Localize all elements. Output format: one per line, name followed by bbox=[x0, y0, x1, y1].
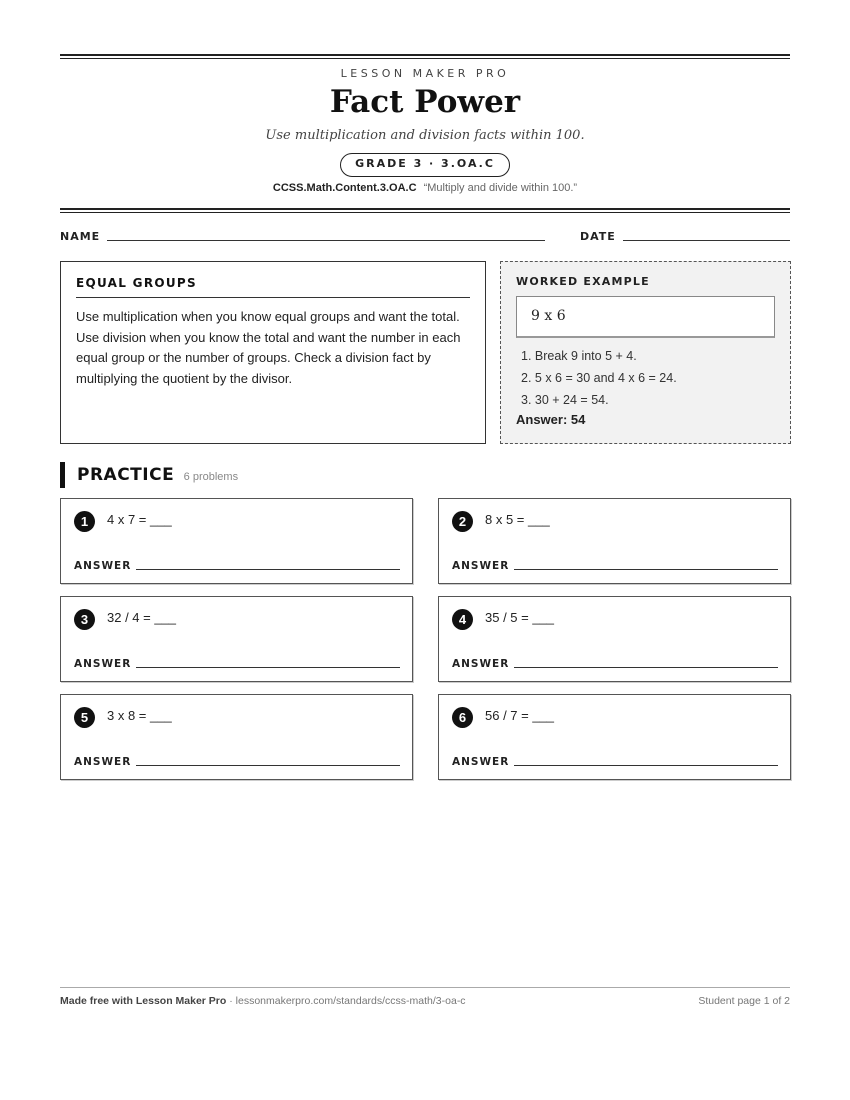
footer-url[interactable]: · lessonmakerpro.com/standards/ccss-math/3-oa-c bbox=[226, 995, 466, 1007]
worked-example-title: WORKED EXAMPLE bbox=[516, 275, 650, 288]
date-field[interactable] bbox=[623, 240, 790, 241]
answer-label: ANSWER bbox=[74, 560, 132, 572]
problem-card-5 bbox=[60, 694, 413, 780]
answer-field-5[interactable] bbox=[136, 765, 400, 766]
practice-header bbox=[60, 462, 238, 488]
problem-number-badge: 4 bbox=[452, 609, 473, 630]
worked-example-answer: Answer: 54 bbox=[516, 412, 586, 427]
practice-count: 6 problems bbox=[183, 471, 239, 483]
standard-line bbox=[60, 182, 790, 194]
answer-field-2[interactable] bbox=[514, 569, 778, 570]
problem-card-4 bbox=[438, 596, 791, 682]
problem-number-badge: 1 bbox=[74, 511, 95, 532]
answer-label: ANSWER bbox=[452, 560, 510, 572]
answer-label: ANSWER bbox=[74, 756, 132, 768]
footer-rule bbox=[60, 987, 790, 988]
problem-number-badge: 5 bbox=[74, 707, 95, 728]
problem-number-badge: 3 bbox=[74, 609, 95, 630]
standard-quote: “Multiply and divide within 100.” bbox=[423, 182, 578, 194]
problem-card-1 bbox=[60, 498, 413, 584]
name-date-row bbox=[60, 230, 790, 244]
footer-page-number: Student page 1 of 2 bbox=[698, 995, 790, 1007]
name-field[interactable] bbox=[107, 240, 545, 241]
problem-number-badge: 2 bbox=[452, 511, 473, 532]
answer-label: ANSWER bbox=[74, 658, 132, 670]
problem-text: 8 x 5 = ___ bbox=[485, 512, 550, 527]
concept-body: Use multiplication when you know equal groups and want the total. Use division when you know the total and want the number in each equal group or the number of groups. Check a division fact by multiplying the quotient by the divisor. bbox=[76, 309, 461, 386]
answer-field-1[interactable] bbox=[136, 569, 400, 570]
problem-number-badge: 6 bbox=[452, 707, 473, 728]
answer-field-4[interactable] bbox=[514, 667, 778, 668]
name-label: NAME bbox=[60, 230, 101, 243]
problem-text: 56 / 7 = ___ bbox=[485, 708, 555, 723]
problem-card-3 bbox=[60, 596, 413, 682]
problem-text: 35 / 5 = ___ bbox=[485, 610, 555, 625]
worksheet-title: Fact Power bbox=[329, 84, 521, 120]
concept-box bbox=[60, 261, 486, 444]
top-double-rule bbox=[60, 54, 790, 59]
footer-credit bbox=[60, 995, 466, 1007]
answer-label: ANSWER bbox=[452, 756, 510, 768]
worked-step: 3. 30 + 24 = 54. bbox=[521, 393, 609, 407]
worksheet-subtitle: Use multiplication and division facts within 100. bbox=[265, 128, 585, 143]
standard-code: CCSS.Math.Content.3.OA.C bbox=[272, 182, 417, 194]
answer-field-6[interactable] bbox=[514, 765, 778, 766]
date-label: DATE bbox=[580, 230, 616, 243]
problem-text: 3 x 8 = ___ bbox=[107, 708, 172, 723]
brand-name: LESSON MAKER PRO bbox=[340, 67, 510, 80]
problem-text: 32 / 4 = ___ bbox=[107, 610, 177, 625]
problem-card-2 bbox=[438, 498, 791, 584]
answer-field-3[interactable] bbox=[136, 667, 400, 668]
worked-example-box bbox=[500, 261, 791, 444]
header-bottom-rule bbox=[60, 208, 790, 213]
worked-example-steps bbox=[516, 345, 775, 411]
problem-card-6 bbox=[438, 694, 791, 780]
concept-title: EQUAL GROUPS bbox=[76, 276, 470, 298]
answer-label: ANSWER bbox=[452, 658, 510, 670]
problem-text: 4 x 7 = ___ bbox=[107, 512, 172, 527]
worked-step: 2. 5 x 6 = 30 and 4 x 6 = 24. bbox=[521, 371, 677, 385]
grade-badge: GRADE 3 · 3.OA.C bbox=[340, 153, 510, 177]
footer-made-with: Made free with Lesson Maker Pro bbox=[60, 995, 227, 1007]
practice-title: PRACTICE bbox=[77, 465, 175, 485]
worked-step: 1. Break 9 into 5 + 4. bbox=[521, 349, 637, 363]
worked-example-problem: 9 x 6 bbox=[516, 296, 775, 338]
